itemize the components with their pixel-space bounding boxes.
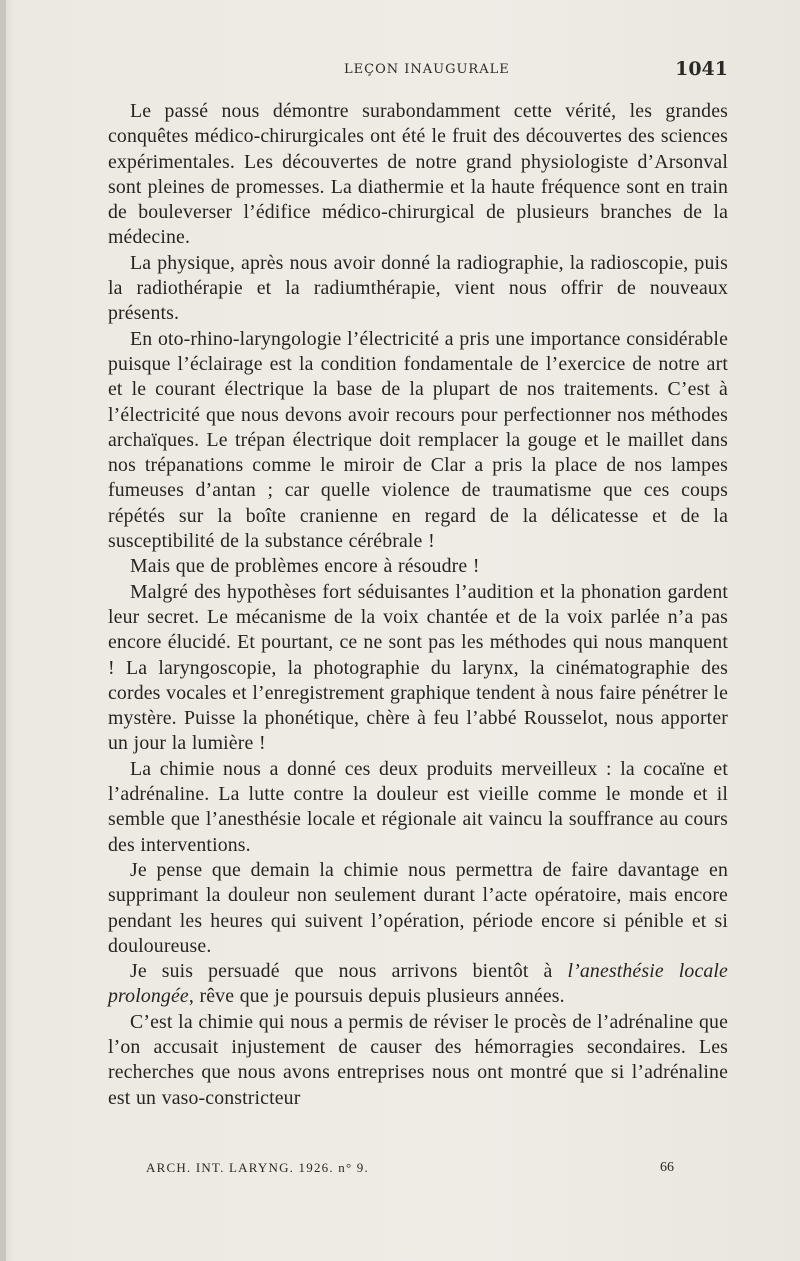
page-footer xyxy=(146,1160,686,1182)
paragraph-8-before: Je suis persuadé que nous arrivons bientôt à xyxy=(130,960,568,983)
journal-reference: ARCH. INT. LARYNG. 1926. n° 9. xyxy=(146,1160,369,1175)
body-text xyxy=(108,99,728,1111)
running-title: LEÇON INAUGURALE xyxy=(344,62,510,77)
paragraph-5: Malgré des hypothèses fort séduisantes l’audition et la phonation gardent leur secret. Le mécanisme de la voix chantée et de la voix parlée n’a pas encore élucidé. Et pourtant, ce ne sont pas les méthodes qui nous manquent ! La laryngoscopie, la photographie du larynx, la cinématographie des cordes vocales et l’enregistrement graphique tendent à nous faire pénétrer le mystère. Puisse la phonétique, chère à feu l’abbé Rousselot, nous apporter un jour la lumière ! xyxy=(108,580,728,755)
paragraph-9: C’est la chimie qui nous a permis de réviser le procès de l’adrénaline que l’on accusait injustement de causer des hémorragies secondaires. Les recherches que nous avons entreprises nous ont montré que si l’adrénaline est un vaso-constricteur xyxy=(108,1010,728,1109)
page-number: 1041 xyxy=(675,58,728,80)
paragraph-8-after: , rêve que je poursuis depuis plusieurs années. xyxy=(188,985,565,1008)
emphasis-anesthesie-locale-prolongee: l’anesthésie locale prolongée xyxy=(108,960,728,1008)
paragraph-6: La chimie nous a donné ces deux produits merveilleux : la cocaïne et l’adrénaline. La lutte contre la douleur est vieille comme le monde et il semble que l’anesthésie locale et régionale ait vaincu la souffrance au cours des interventions. xyxy=(108,757,728,856)
paragraph-2: La physique, après nous avoir donné la radiographie, la radioscopie, puis la radiothérapie et la radiumthérapie, vient nous offrir de nouveaux présents. xyxy=(108,251,728,325)
paragraph-4: Mais que de problèmes encore à résoudre ! xyxy=(130,555,480,578)
paragraph-1: Le passé nous démontre surabondamment cette vérité, les grandes conquêtes médico-chirurgicales ont été le fruit des découvertes des sciences expérimentales. Les découvertes de notre grand physiologiste d’Arsonval sont pleines de promesses. La diathermie et la haute fréquence sont en train de bouleverser l’édifice médico-chirurgical de plusieurs branches de la médecine. xyxy=(108,100,728,249)
paragraph-3: En oto-rhino-laryngologie l’électricité a pris une importance considérable puisque l’éclairage est la condition fondamentale de l’exercice de notre art et le courant électrique la base de la plupart de nos traitements. C’est à l’électricité que nous devons avoir recours pour perfectionner nos méthodes archaïques. Le trépan électrique doit remplacer la gouge et le maillet dans nos trépanations comme le miroir de Clar a pris la place de nos lampes fumeuses d’antan ; car quelle violence de traumatisme que ces coups répétés sur la boîte cranienne en regard de la délicatesse et de la susceptibilité de la substance cérébrale ! xyxy=(108,327,728,553)
paragraph-8 xyxy=(108,959,728,1010)
signature-mark: 66 xyxy=(660,1160,674,1175)
page-binding-edge xyxy=(0,0,6,1261)
page-header xyxy=(108,58,728,88)
paragraph-7: Je pense que demain la chimie nous permettra de faire davantage en supprimant la douleur non seulement durant l’acte opératoire, mais encore pendant les heures qui suivent l’opération, période encore si pénible et si douloureuse. xyxy=(108,858,728,957)
